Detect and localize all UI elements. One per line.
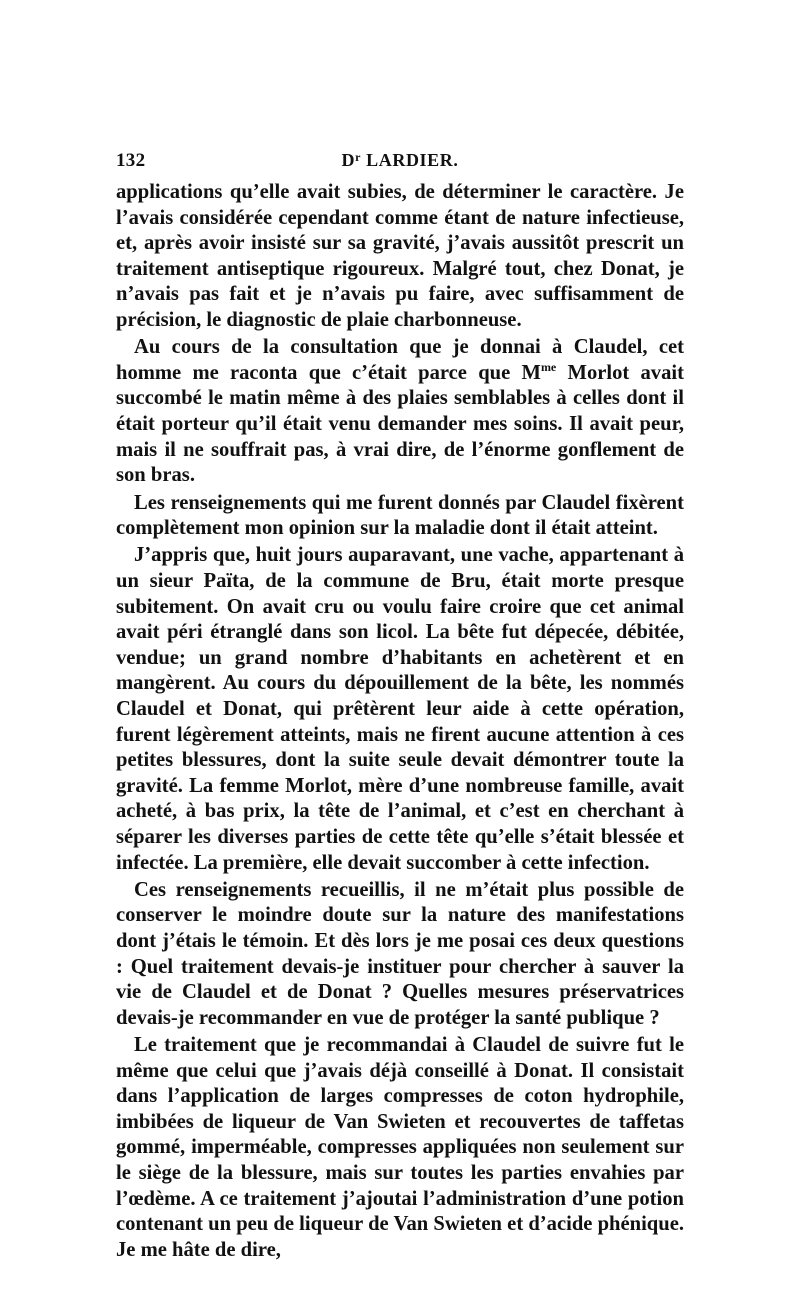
paragraph-2-part-2: Morlot avait succombé le matin même à des plaies semblables à celles dont il était porteur qu’il était venu demander mes soins. Il avait peur, mais il ne souffrait pas, à vrai dire, de l’énorme gonflement de son bras. xyxy=(116,361,684,487)
running-title xyxy=(116,150,684,171)
paragraph-2 xyxy=(116,335,684,489)
paragraph-6: Le traitement que je recommandai à Claudel de suivre fut le même que celui que j’avais déjà conseillé à Donat. Il consistait dans l’application de larges compresses de coton hydrophile, imbibées de liqueur de Van Swieten et recouvertes de taffetas gommé, imperméable, compresses appliquées non seulement sur le siège de la blessure, mais sur toutes les parties envahies par l’œdème. A ce traitement j’ajoutai l’administration d’une potion contenant un peu de liqueur de Van Swieten et d’acide phénique. Je me hâte de dire, xyxy=(116,1034,684,1261)
running-head xyxy=(116,150,684,174)
author-prefix-superscript: r xyxy=(355,150,362,164)
paragraph-5: Ces renseignements recueillis, il ne m’était plus possible de conserver le moindre doute sur la nature des manifestations dont j’étais le témoin. Et dès lors je me posai ces deux questions : Quel traitement devais-je instituer pour chercher à sauver la vie de Claudel et de Donat ? Quelles mesures préservatrices devais-je recommander en vue de protéger la santé publique ? xyxy=(116,878,684,1029)
author-name: LARDIER. xyxy=(366,150,459,170)
paragraph-2-part-1: Au cours de la consultation que je donnai à Claudel, cet homme me raconta que c’était parce que M xyxy=(116,336,684,384)
page-number: 132 xyxy=(116,150,146,171)
paragraph-4: J’appris que, huit jours auparavant, une vache, appartenant à un sieur Païta, de la commune de Bru, était morte presque subitement. On avait cru ou voulu faire croire que cet animal avait péri étranglé dans son licol. La bête fut dépecée, débitée, vendue; un grand nombre d’habitants en achetèrent et en mangèrent. Au cours du dépouillement de la bête, les nommés Claudel et Donat, qui prêtèrent leur aide à cette opération, furent légèrement atteints, mais ne firent aucune attention à ces petites blessures, dont la suite seule devait démontrer toute la gravité. La femme Morlot, mère d’une nombreuse famille, avait acheté, à bas prix, la tête de l’animal, et c’est en cherchant à séparer les diverses parties de cette tête qu’elle s’était blessée et infectée. La première, elle devait succomber à cette infection. xyxy=(116,544,684,874)
paragraph-1: applications qu’elle avait subies, de déterminer le caractère. Je l’avais considérée cependant comme étant de nature infectieuse, et, après avoir insisté sur sa gravité, j’avais aussitôt prescrit un traitement antiseptique rigoureux. Malgré tout, chez Donat, je n’avais pas fait et je n’avais pu faire, avec suffisamment de précision, le diagnostic de plaie charbonneuse. xyxy=(116,181,684,331)
paragraph-3: Les renseignements qui me furent donnés par Claudel fixèrent complètement mon opinion sur la maladie dont il était atteint. xyxy=(116,491,684,540)
madame-superscript: me xyxy=(540,359,557,374)
body-text xyxy=(116,180,684,1263)
author-prefix: D xyxy=(341,150,356,170)
